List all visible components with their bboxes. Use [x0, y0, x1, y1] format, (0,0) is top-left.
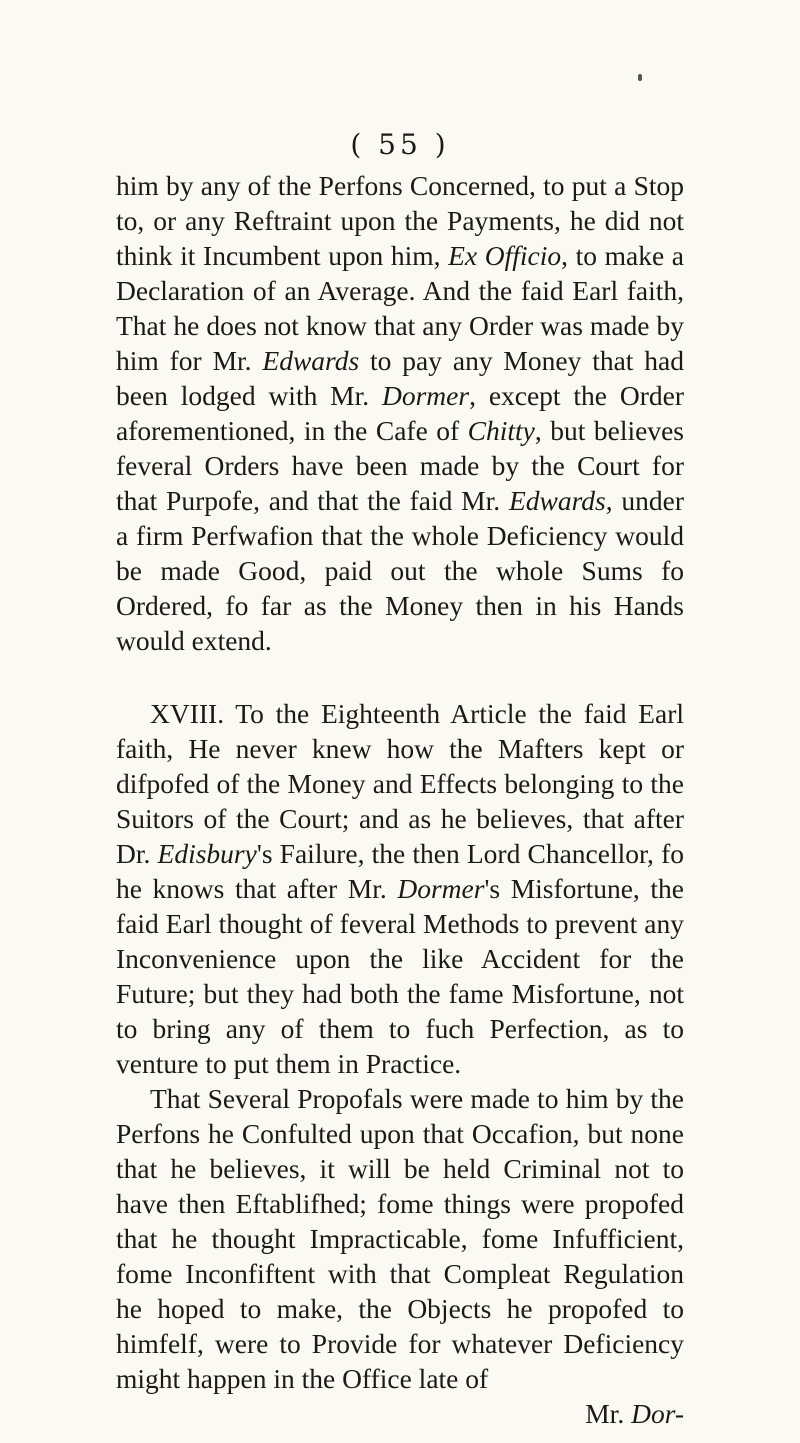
page-number: ( 55 ) — [350, 128, 450, 161]
paragraph-article-xviii — [116, 696, 684, 1081]
text-run: to pay any Money that had been lodged with Mr. — [116, 345, 684, 411]
italic-run: Edisbury — [157, 838, 257, 869]
paragraph-propofals — [116, 1081, 684, 1396]
italic-run: Dormer — [382, 380, 470, 411]
italic-run: Chitty — [467, 415, 535, 446]
paper-speck — [638, 74, 642, 81]
italic-run: Dormer — [397, 873, 485, 904]
text-run: him by any of the Perfons Concerned, to put a Stop to, or any Reftraint upon the Payments, he did not think it Incumbent upon him, — [116, 170, 684, 271]
text-run: , but believes feveral Orders have been made by the Court for that Purpofe, and that the faid Mr. — [116, 415, 684, 516]
body-text — [116, 168, 684, 1431]
text-run: , to make a Declaration of an Average. And the faid Earl faith, That he does not know that any Order was made by him for Mr. — [116, 240, 684, 376]
italic-run: Edwards — [508, 485, 606, 516]
text-run: , under a firm Perfwafion that the whole Deficiency would be made Good, paid out the whole Sums fo Ordered, fo far as the Money then in his Hands would extend. — [116, 485, 684, 656]
catchword: Mr. Dor- — [585, 1398, 684, 1429]
text-run: 's Failure, the then Lord Chancellor, fo he knows that after Mr. — [116, 838, 685, 904]
paragraph-continuation — [116, 168, 684, 658]
text-run: That Several Propofals were made to him by the Perfons he Confulted upon that Occafion, but none that he believes, it will be held Criminal not to have then Eftablifhed; fome things were propofed that he thought Impracticable, fome Infufficient, fome Inconfiftent with that Compleat Regulation he hoped to make, the Objects he propofed to himfelf, were to Provide for whatever Deficiency might happen in the Office late of — [116, 1083, 684, 1394]
text-run: 's Misfortune, the faid Earl thought of feveral Methods to prevent any Inconvenience upon the like Accident for the Future; but they had both the fame Misfortune, not to bring any of them to fuch Perfection, as to venture to put them in Practice. — [116, 873, 684, 1079]
italic-run: Ex Officio — [448, 240, 562, 271]
italic-run: Edwards — [262, 345, 360, 376]
text-run: XVIII. To the Eighteenth Article the faid Earl faith, He never knew how the Mafters kept or difpofed of the Money and Effects belonging to the Suitors of the Court; and as he believes, that after Dr. — [116, 698, 684, 869]
text-run: , except the Order aforementioned, in the Cafe of — [116, 380, 684, 446]
